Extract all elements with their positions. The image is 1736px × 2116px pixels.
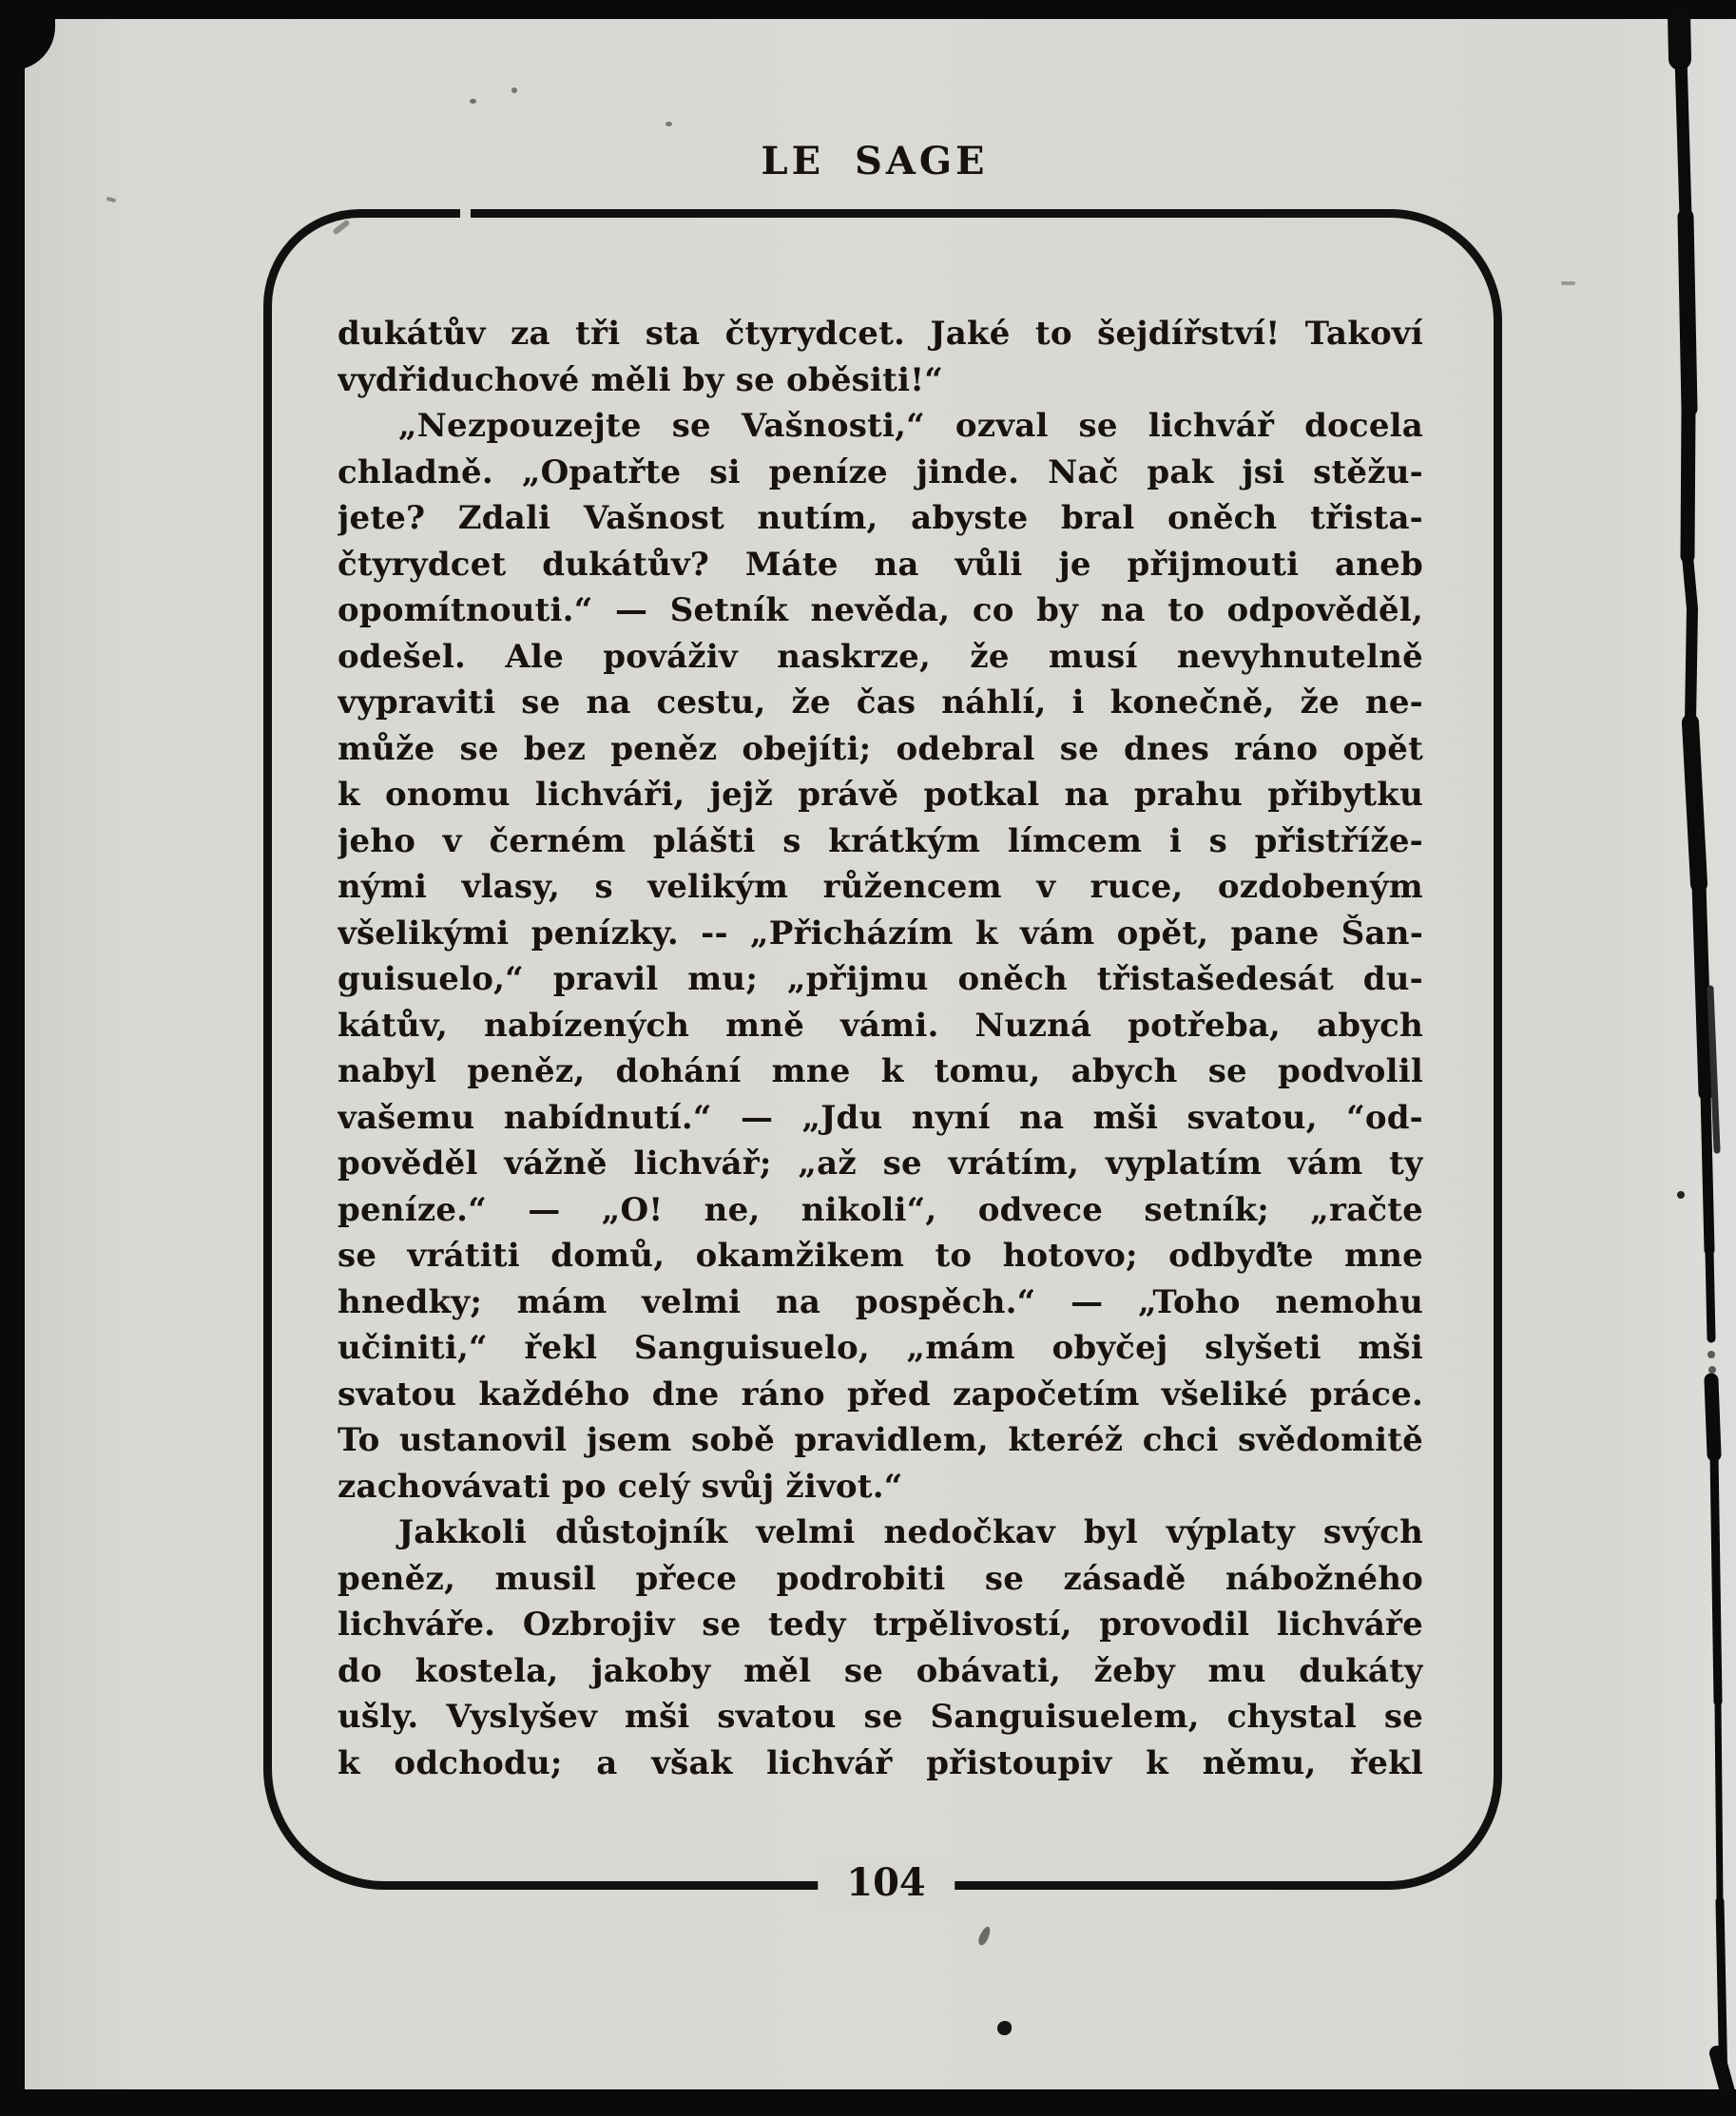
text-line: nými vlasy, s velikým růžencem v ruce, ozdobeným	[338, 868, 1423, 906]
text-line: jete? Zdali Vašnost nutím, abyste bral oněch třista-	[338, 499, 1423, 537]
scan-edge-left	[0, 0, 25, 2116]
text-line: chladně. „Opatřte si peníze jinde. Nač pak jsi stěžu-	[338, 452, 1423, 491]
text-frame-border	[263, 209, 1502, 1890]
text-line: guisuelo,“ pravil mu; „přijmu oněch třistašedesát du-	[338, 960, 1423, 998]
ink-speck	[1561, 281, 1575, 285]
text-line: peněz, musil přece podrobiti se zásadě nábožného	[338, 1559, 1423, 1598]
text-line: nabyl peněz, dohání mne k tomu, abych se podvolil	[338, 1052, 1423, 1090]
text-line: vydřiduchové měli by se oběsiti!“	[338, 360, 944, 399]
ink-speck	[665, 122, 672, 126]
frame-border-break	[460, 208, 471, 219]
text-line: se vrátiti domů, okamžikem to hotovo; odbyďte mne	[338, 1237, 1423, 1275]
text-line: pověděl vážně lichvář; „až se vrátím, vyplatím vám ty	[338, 1145, 1423, 1183]
text-line: jeho v černém plášti s krátkým límcem i s přistříže-	[338, 821, 1423, 860]
text-line: do kostela, jakoby měl se obávati, žeby mu dukáty	[338, 1651, 1423, 1690]
text-line: lichváře. Ozbrojiv se tedy trpělivostí, provodil lichváře	[338, 1606, 1423, 1644]
text-line: svatou každého dne ráno před započetím všeliké práce.	[338, 1375, 1423, 1414]
text-line: kátův, nabízených mně vámi. Nuzná potřeba, abych	[338, 1006, 1423, 1045]
scan-edge-top	[0, 0, 1736, 19]
text-line: vypraviti se na cestu, že čas náhlí, i konečně, že ne-	[338, 683, 1423, 721]
text-line: hnedky; mám velmi na pospěch.“ — „Toho nemohu	[338, 1282, 1423, 1321]
text-line: všelikými penízky. -- „Přicházím k vám opět, pane Šan-	[338, 914, 1423, 952]
running-title: LE SAGE	[761, 139, 989, 183]
ink-speck	[470, 99, 476, 104]
text-line: peníze.“ — „O! ne, nikoli“, odvece setník; „račte	[338, 1190, 1423, 1229]
text-line: Jakkoli důstojník velmi nedočkav byl výplaty svých	[398, 1513, 1423, 1551]
ink-speck	[997, 2021, 1012, 2035]
text-line: odešel. Ale pováživ naskrze, že musí nevyhnutelně	[338, 637, 1423, 676]
text-line: To ustanovil jsem sobě pravidlem, kteréž chci svědomitě	[338, 1421, 1423, 1459]
text-line: zachovávati po celý svůj život.“	[338, 1467, 903, 1506]
text-line: k odchodu; a však lichvář přistoupiv k němu, řekl	[338, 1743, 1423, 1782]
text-line: „Nezpouzejte se Vašnosti,“ ozval se lichvář docela	[398, 407, 1423, 445]
text-line: opomítnouti.“ — Setník nevěda, co by na to odpověděl,	[338, 591, 1423, 629]
scan-edge-bottom	[0, 2089, 1736, 2116]
text-line: vašemu nabídnutí.“ — „Jdu nyní na mši svatou, “od-	[338, 1098, 1423, 1137]
text-line: ušly. Vyslyšev mši svatou se Sanguisuelem, chystal se	[338, 1698, 1423, 1736]
text-line: může se bez peněz obejíti; odebral se dnes ráno opět	[338, 729, 1423, 768]
text-line: čtyrydcet dukátův? Máte na vůli je přijmouti aneb	[338, 545, 1423, 584]
text-line: učiniti,“ řekl Sanguisuelo, „mám obyčej slyšeti mši	[338, 1329, 1423, 1367]
body-text	[338, 311, 1423, 1786]
text-line: dukátův za tři sta čtyrydcet. Jaké to šejdířství! Takoví	[338, 315, 1423, 353]
page-number: 104	[818, 1857, 955, 1909]
ink-speck	[511, 87, 517, 93]
text-line: k onomu lichváři, jejž právě potkal na prahu přibytku	[338, 776, 1423, 814]
